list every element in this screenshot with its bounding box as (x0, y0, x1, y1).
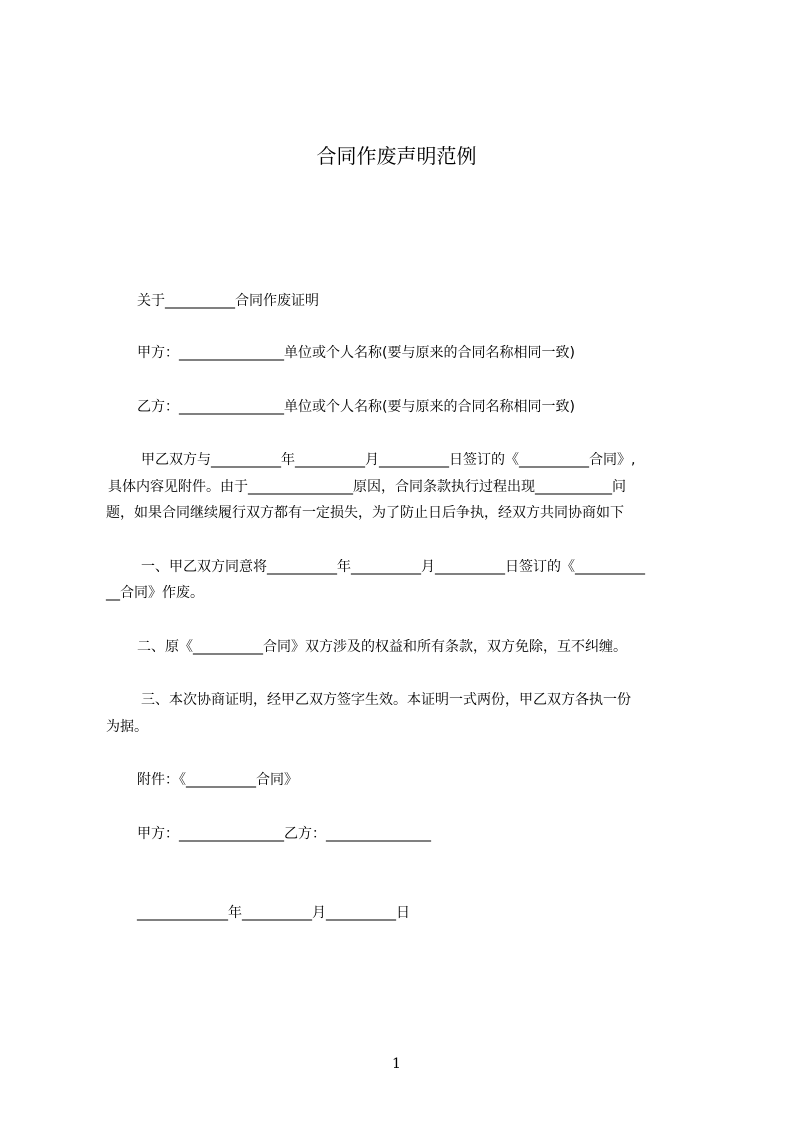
intro-line-2: 具体内容见附件。由于_______________原因，合同条款执行过程出现___________问 (108, 479, 626, 495)
clause-3-line-2: 为据。 (106, 719, 148, 735)
document-title: 合同作废声明范例 (316, 144, 477, 168)
page-number: 1 (392, 1056, 401, 1072)
party-a-line: 甲方：_______________单位或个人名称(要与原来的合同名称相同一致) (137, 345, 575, 361)
intro-line-3: 题，如果合同继续履行双方都有一定损失，为了防止日后争执，经双方共同协商如下 (106, 505, 624, 521)
clause-3-line-1: 三、本次协商证明，经甲乙双方签字生效。本证明一式两份，甲乙双方各执一份 (141, 692, 631, 708)
clause-1-line-1: 一、甲乙双方同意将__________年__________月__________日签订的《__________ (141, 559, 645, 575)
subject-line: 关于__________合同作废证明 (137, 293, 319, 309)
clause-1-line-2: __合同》作废。 (106, 585, 204, 601)
attachment-line: 附件：《__________合同》 (137, 772, 298, 788)
clause-2: 二、原《__________合同》双方涉及的权益和所有条款，双方免除，互不纠缠。 (137, 639, 627, 655)
date-line: _____________年__________月__________日 (137, 905, 410, 921)
intro-line-1: 甲乙双方与__________年__________月__________日签订的《__________合同》, (141, 452, 636, 468)
party-b-line: 乙方：_______________单位或个人名称(要与原来的合同名称相同一致) (137, 399, 575, 415)
signature-line: 甲方：_______________乙方：_______________ (137, 826, 431, 842)
